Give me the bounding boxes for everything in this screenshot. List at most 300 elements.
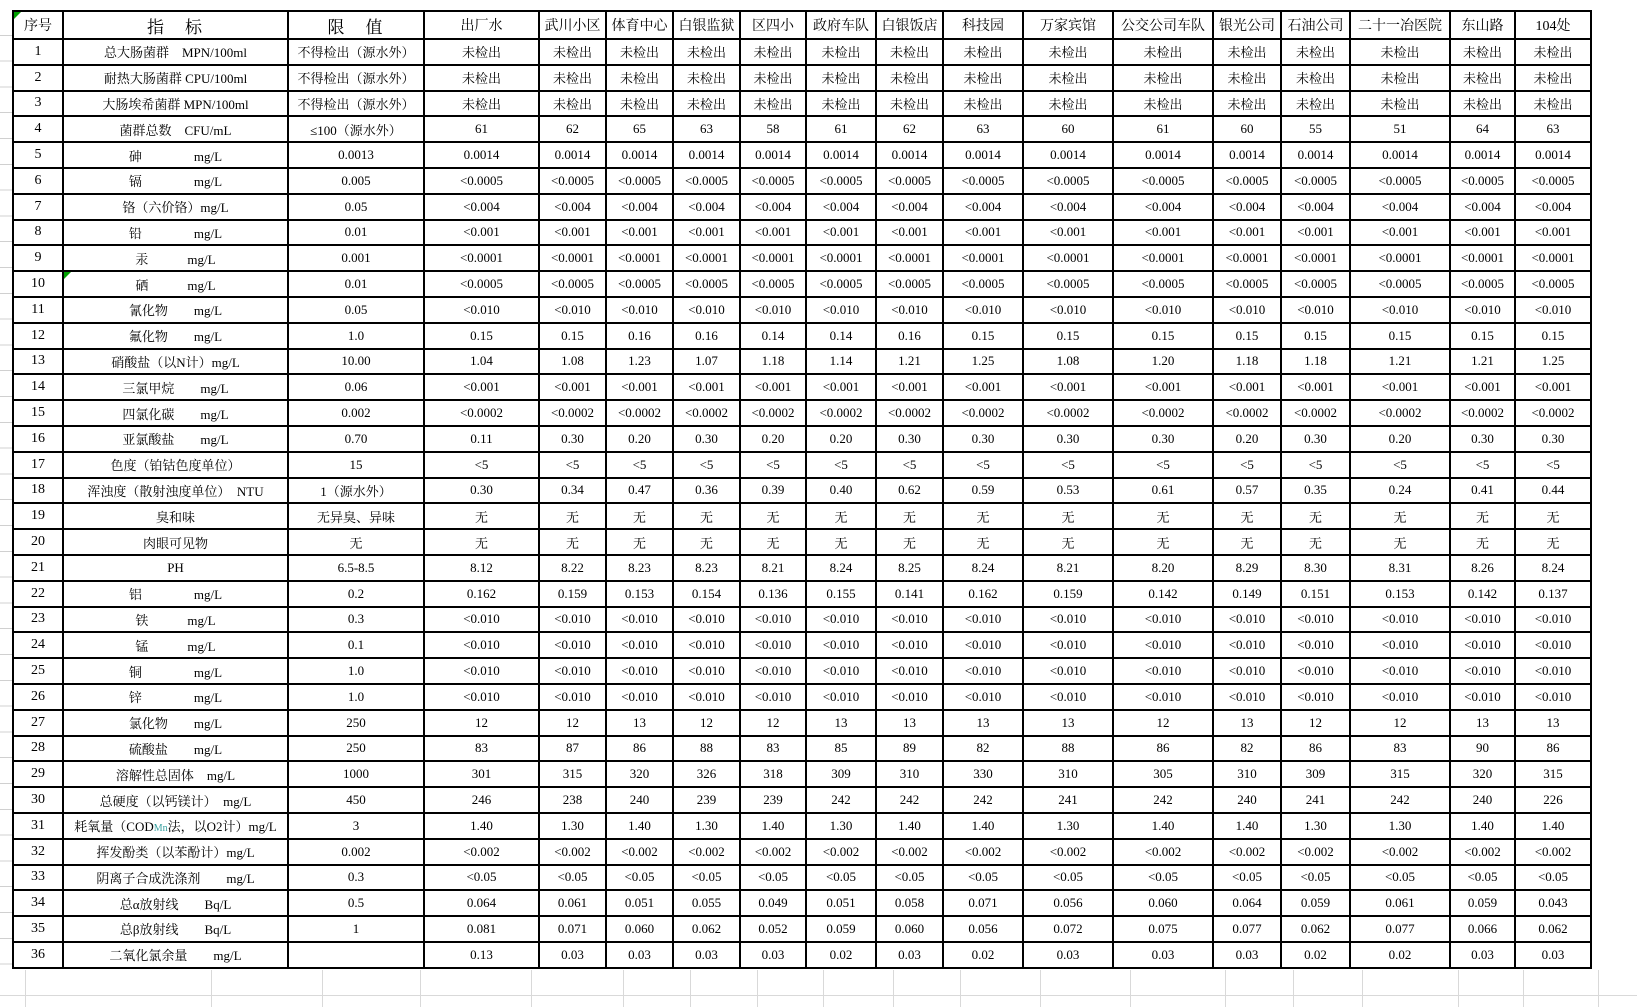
value-cell[interactable]: 0.62 <box>876 478 943 504</box>
column-header-16[interactable]: 东山路 <box>1450 11 1515 39</box>
value-cell[interactable]: 未检出 <box>943 65 1023 91</box>
value-cell[interactable]: 0.59 <box>943 478 1023 504</box>
value-cell[interactable]: 0.0014 <box>1113 142 1213 168</box>
value-cell[interactable]: <5 <box>606 452 673 478</box>
value-cell[interactable]: <0.010 <box>943 607 1023 633</box>
value-cell[interactable]: 0.03 <box>1113 942 1213 968</box>
indicator-cell[interactable]: 四氯化碳 mg/L <box>63 400 288 426</box>
value-cell[interactable]: 0.059 <box>1450 890 1515 916</box>
indicator-cell[interactable]: 硝酸盐（以N计）mg/L <box>63 349 288 375</box>
row-number-cell[interactable]: 35 <box>13 916 63 942</box>
value-cell[interactable]: 318 <box>740 761 806 787</box>
value-cell[interactable]: <0.0001 <box>1023 245 1113 271</box>
value-cell[interactable]: <0.001 <box>1113 220 1213 246</box>
value-cell[interactable]: <0.001 <box>673 220 740 246</box>
value-cell[interactable]: 无 <box>1450 529 1515 555</box>
value-cell[interactable]: <0.001 <box>943 374 1023 400</box>
value-cell[interactable]: 90 <box>1450 736 1515 762</box>
row-number-cell[interactable]: 14 <box>13 374 63 400</box>
value-cell[interactable]: 0.075 <box>1113 916 1213 942</box>
value-cell[interactable]: <0.010 <box>424 684 539 710</box>
value-cell[interactable]: 8.24 <box>1515 555 1591 581</box>
value-cell[interactable]: <0.010 <box>740 684 806 710</box>
row-number-cell[interactable]: 13 <box>13 349 63 375</box>
value-cell[interactable]: 0.15 <box>1213 323 1281 349</box>
value-cell[interactable]: 未检出 <box>876 39 943 65</box>
value-cell[interactable]: <0.0005 <box>1450 271 1515 297</box>
value-cell[interactable]: 0.159 <box>1023 581 1113 607</box>
value-cell[interactable]: 0.03 <box>1023 942 1113 968</box>
value-cell[interactable]: <0.001 <box>606 374 673 400</box>
value-cell[interactable]: <0.010 <box>1213 632 1281 658</box>
value-cell[interactable]: 242 <box>943 787 1023 813</box>
value-cell[interactable]: <0.010 <box>943 297 1023 323</box>
indicator-cell[interactable]: 砷 mg/L <box>63 142 288 168</box>
value-cell[interactable]: 未检出 <box>606 91 673 117</box>
value-cell[interactable]: 0.15 <box>539 323 606 349</box>
value-cell[interactable]: <0.0001 <box>740 245 806 271</box>
value-cell[interactable]: <5 <box>806 452 876 478</box>
value-cell[interactable]: 0.20 <box>740 426 806 452</box>
value-cell[interactable]: 83 <box>740 736 806 762</box>
value-cell[interactable]: 未检出 <box>943 39 1023 65</box>
value-cell[interactable]: 未检出 <box>1023 65 1113 91</box>
value-cell[interactable]: <0.010 <box>606 684 673 710</box>
value-cell[interactable]: <0.010 <box>539 297 606 323</box>
value-cell[interactable]: <0.010 <box>876 684 943 710</box>
value-cell[interactable]: <0.0005 <box>673 168 740 194</box>
value-cell[interactable]: <0.0005 <box>806 168 876 194</box>
value-cell[interactable]: 无 <box>876 529 943 555</box>
row-number-cell[interactable]: 24 <box>13 632 63 658</box>
column-header-5[interactable]: 体育中心 <box>606 11 673 39</box>
value-cell[interactable]: 0.39 <box>740 478 806 504</box>
value-cell[interactable]: 0.03 <box>539 942 606 968</box>
limit-cell[interactable]: 0.3 <box>288 865 424 891</box>
row-number-cell[interactable]: 12 <box>13 323 63 349</box>
value-cell[interactable]: <0.001 <box>606 220 673 246</box>
value-cell[interactable]: 0.47 <box>606 478 673 504</box>
value-cell[interactable]: 未检出 <box>1515 39 1591 65</box>
value-cell[interactable]: 未检出 <box>424 91 539 117</box>
value-cell[interactable]: <0.004 <box>1113 194 1213 220</box>
value-cell[interactable]: <0.001 <box>539 220 606 246</box>
column-header-15[interactable]: 二十一冶医院 <box>1350 11 1450 39</box>
value-cell[interactable]: <0.010 <box>876 658 943 684</box>
value-cell[interactable]: 310 <box>1213 761 1281 787</box>
value-cell[interactable]: <0.010 <box>673 632 740 658</box>
value-cell[interactable]: 305 <box>1113 761 1213 787</box>
row-number-cell[interactable]: 21 <box>13 555 63 581</box>
value-cell[interactable]: 0.056 <box>1023 890 1113 916</box>
value-cell[interactable]: <5 <box>1281 452 1350 478</box>
column-header-0[interactable]: 序号 <box>13 11 63 39</box>
value-cell[interactable]: 无 <box>1113 503 1213 529</box>
value-cell[interactable]: 310 <box>876 761 943 787</box>
value-cell[interactable]: 0.0014 <box>876 142 943 168</box>
value-cell[interactable]: 12 <box>1350 710 1450 736</box>
value-cell[interactable]: <0.002 <box>1281 839 1350 865</box>
value-cell[interactable]: 1.40 <box>1213 813 1281 839</box>
value-cell[interactable]: <0.0002 <box>606 400 673 426</box>
value-cell[interactable]: 8.24 <box>943 555 1023 581</box>
value-cell[interactable]: <0.0001 <box>943 245 1023 271</box>
value-cell[interactable]: <0.010 <box>1023 658 1113 684</box>
value-cell[interactable]: 0.055 <box>673 890 740 916</box>
value-cell[interactable]: 89 <box>876 736 943 762</box>
value-cell[interactable]: <0.010 <box>1450 632 1515 658</box>
value-cell[interactable]: <0.0005 <box>943 168 1023 194</box>
value-cell[interactable]: 1.40 <box>943 813 1023 839</box>
value-cell[interactable]: <0.010 <box>1113 297 1213 323</box>
value-cell[interactable]: <0.001 <box>1113 374 1213 400</box>
value-cell[interactable]: <0.004 <box>740 194 806 220</box>
value-cell[interactable]: <0.010 <box>1113 658 1213 684</box>
value-cell[interactable]: <0.002 <box>1350 839 1450 865</box>
value-cell[interactable]: 0.142 <box>1113 581 1213 607</box>
limit-cell[interactable]: 无异臭、异味 <box>288 503 424 529</box>
value-cell[interactable]: 0.30 <box>539 426 606 452</box>
value-cell[interactable]: <0.004 <box>673 194 740 220</box>
value-cell[interactable]: <0.05 <box>1450 865 1515 891</box>
value-cell[interactable]: 0.15 <box>1350 323 1450 349</box>
value-cell[interactable]: 0.062 <box>673 916 740 942</box>
value-cell[interactable]: 86 <box>1515 736 1591 762</box>
value-cell[interactable]: <0.0002 <box>943 400 1023 426</box>
column-header-2[interactable]: 限 值 <box>288 11 424 39</box>
value-cell[interactable]: 0.0014 <box>424 142 539 168</box>
value-cell[interactable]: 62 <box>539 116 606 142</box>
value-cell[interactable]: 无 <box>539 503 606 529</box>
value-cell[interactable]: 未检出 <box>539 91 606 117</box>
value-cell[interactable]: <0.010 <box>1281 607 1350 633</box>
value-cell[interactable]: 0.154 <box>673 581 740 607</box>
value-cell[interactable]: 0.0014 <box>1515 142 1591 168</box>
row-number-cell[interactable]: 9 <box>13 245 63 271</box>
value-cell[interactable]: 0.071 <box>943 890 1023 916</box>
value-cell[interactable]: <0.0005 <box>1113 271 1213 297</box>
value-cell[interactable]: <0.0001 <box>424 245 539 271</box>
value-cell[interactable]: <0.010 <box>740 658 806 684</box>
limit-cell[interactable]: 0.005 <box>288 168 424 194</box>
value-cell[interactable]: <0.002 <box>1023 839 1113 865</box>
value-cell[interactable]: 1.20 <box>1113 349 1213 375</box>
indicator-cell[interactable]: 锰 mg/L <box>63 632 288 658</box>
value-cell[interactable]: 1.21 <box>1450 349 1515 375</box>
value-cell[interactable]: <0.004 <box>539 194 606 220</box>
value-cell[interactable]: <0.0002 <box>740 400 806 426</box>
value-cell[interactable]: <0.0002 <box>673 400 740 426</box>
value-cell[interactable]: 1.04 <box>424 349 539 375</box>
value-cell[interactable]: 58 <box>740 116 806 142</box>
indicator-cell[interactable]: 总硬度（以钙镁计） mg/L <box>63 787 288 813</box>
value-cell[interactable]: 0.16 <box>606 323 673 349</box>
value-cell[interactable]: 8.12 <box>424 555 539 581</box>
value-cell[interactable]: <0.010 <box>1113 607 1213 633</box>
value-cell[interactable]: 无 <box>539 529 606 555</box>
value-cell[interactable]: 0.052 <box>740 916 806 942</box>
value-cell[interactable]: <0.0005 <box>1023 271 1113 297</box>
row-number-cell[interactable]: 4 <box>13 116 63 142</box>
row-number-cell[interactable]: 15 <box>13 400 63 426</box>
value-cell[interactable]: <0.010 <box>943 684 1023 710</box>
value-cell[interactable]: 241 <box>1281 787 1350 813</box>
row-number-cell[interactable]: 30 <box>13 787 63 813</box>
value-cell[interactable]: 0.064 <box>1213 890 1281 916</box>
value-cell[interactable]: 未检出 <box>673 65 740 91</box>
value-cell[interactable]: 0.162 <box>943 581 1023 607</box>
value-cell[interactable]: 未检出 <box>806 91 876 117</box>
value-cell[interactable]: 12 <box>539 710 606 736</box>
value-cell[interactable]: 0.15 <box>943 323 1023 349</box>
value-cell[interactable]: <0.0001 <box>1213 245 1281 271</box>
limit-cell[interactable]: 0.002 <box>288 400 424 426</box>
value-cell[interactable]: <0.010 <box>424 297 539 323</box>
value-cell[interactable]: 12 <box>673 710 740 736</box>
value-cell[interactable]: <0.0002 <box>1515 400 1591 426</box>
indicator-cell[interactable]: 汞 mg/L <box>63 245 288 271</box>
value-cell[interactable]: 13 <box>606 710 673 736</box>
value-cell[interactable]: 0.13 <box>424 942 539 968</box>
value-cell[interactable]: 0.02 <box>806 942 876 968</box>
limit-cell[interactable]: 0.1 <box>288 632 424 658</box>
value-cell[interactable]: <0.004 <box>424 194 539 220</box>
value-cell[interactable]: 0.155 <box>806 581 876 607</box>
value-cell[interactable]: 无 <box>1281 529 1350 555</box>
value-cell[interactable]: 未检出 <box>1450 39 1515 65</box>
value-cell[interactable]: 13 <box>806 710 876 736</box>
value-cell[interactable]: <0.010 <box>943 632 1023 658</box>
limit-cell[interactable]: 0.70 <box>288 426 424 452</box>
value-cell[interactable]: 12 <box>1113 710 1213 736</box>
value-cell[interactable]: <0.0001 <box>806 245 876 271</box>
value-cell[interactable]: 0.159 <box>539 581 606 607</box>
value-cell[interactable]: <0.05 <box>673 865 740 891</box>
value-cell[interactable]: <0.010 <box>1113 684 1213 710</box>
value-cell[interactable]: 1.40 <box>1515 813 1591 839</box>
value-cell[interactable]: <0.002 <box>1515 839 1591 865</box>
value-cell[interactable]: 未检出 <box>424 65 539 91</box>
indicator-cell[interactable]: 硫酸盐 mg/L <box>63 736 288 762</box>
value-cell[interactable]: 未检出 <box>424 39 539 65</box>
value-cell[interactable]: <0.0005 <box>539 168 606 194</box>
value-cell[interactable]: <5 <box>539 452 606 478</box>
value-cell[interactable]: <0.001 <box>1450 220 1515 246</box>
value-cell[interactable]: 13 <box>1450 710 1515 736</box>
limit-cell[interactable]: 1.0 <box>288 323 424 349</box>
limit-cell[interactable]: 0.01 <box>288 220 424 246</box>
row-number-cell[interactable]: 29 <box>13 761 63 787</box>
value-cell[interactable]: 0.059 <box>806 916 876 942</box>
value-cell[interactable]: 62 <box>876 116 943 142</box>
value-cell[interactable]: 1.08 <box>1023 349 1113 375</box>
value-cell[interactable]: <0.0002 <box>1023 400 1113 426</box>
value-cell[interactable]: 8.21 <box>1023 555 1113 581</box>
value-cell[interactable]: <5 <box>1350 452 1450 478</box>
value-cell[interactable]: 0.051 <box>806 890 876 916</box>
value-cell[interactable]: 未检出 <box>539 65 606 91</box>
value-cell[interactable]: 无 <box>1515 529 1591 555</box>
value-cell[interactable]: 0.03 <box>673 942 740 968</box>
value-cell[interactable]: <0.001 <box>943 220 1023 246</box>
value-cell[interactable]: 51 <box>1350 116 1450 142</box>
value-cell[interactable]: 0.20 <box>1213 426 1281 452</box>
row-number-cell[interactable]: 20 <box>13 529 63 555</box>
value-cell[interactable]: 未检出 <box>740 65 806 91</box>
value-cell[interactable]: <0.001 <box>740 220 806 246</box>
value-cell[interactable]: <0.002 <box>539 839 606 865</box>
value-cell[interactable]: <0.001 <box>424 220 539 246</box>
value-cell[interactable]: 0.0014 <box>1213 142 1281 168</box>
value-cell[interactable]: 0.20 <box>1350 426 1450 452</box>
value-cell[interactable]: 65 <box>606 116 673 142</box>
indicator-cell[interactable]: 耐热大肠菌群 CPU/100ml <box>63 65 288 91</box>
value-cell[interactable]: 240 <box>606 787 673 813</box>
value-cell[interactable]: 无 <box>1023 529 1113 555</box>
value-cell[interactable]: 0.064 <box>424 890 539 916</box>
value-cell[interactable]: <0.010 <box>1213 658 1281 684</box>
value-cell[interactable]: 无 <box>806 503 876 529</box>
limit-cell[interactable]: 1.0 <box>288 658 424 684</box>
indicator-cell[interactable]: 三氯甲烷 mg/L <box>63 374 288 400</box>
row-number-cell[interactable]: 5 <box>13 142 63 168</box>
value-cell[interactable]: <0.05 <box>1281 865 1350 891</box>
value-cell[interactable]: <0.010 <box>1213 297 1281 323</box>
value-cell[interactable]: 1.40 <box>740 813 806 839</box>
value-cell[interactable]: 0.0014 <box>1450 142 1515 168</box>
value-cell[interactable]: 未检出 <box>1350 39 1450 65</box>
value-cell[interactable]: <0.002 <box>806 839 876 865</box>
value-cell[interactable]: 12 <box>740 710 806 736</box>
column-header-10[interactable]: 科技园 <box>943 11 1023 39</box>
value-cell[interactable]: <0.05 <box>740 865 806 891</box>
value-cell[interactable]: <0.0005 <box>876 168 943 194</box>
value-cell[interactable]: <0.010 <box>806 632 876 658</box>
value-cell[interactable]: 0.15 <box>1113 323 1213 349</box>
value-cell[interactable]: 0.072 <box>1023 916 1113 942</box>
value-cell[interactable]: 63 <box>673 116 740 142</box>
value-cell[interactable]: 0.30 <box>673 426 740 452</box>
value-cell[interactable]: 12 <box>1281 710 1350 736</box>
value-cell[interactable]: <0.0005 <box>1281 271 1350 297</box>
value-cell[interactable]: 1.30 <box>1281 813 1350 839</box>
value-cell[interactable]: <0.001 <box>539 374 606 400</box>
value-cell[interactable]: <0.001 <box>1281 220 1350 246</box>
value-cell[interactable]: <0.001 <box>1515 220 1591 246</box>
indicator-cell[interactable]: 大肠埃希菌群 MPN/100ml <box>63 91 288 117</box>
value-cell[interactable]: 未检出 <box>740 39 806 65</box>
indicator-cell[interactable]: 溶解性总固体 mg/L <box>63 761 288 787</box>
value-cell[interactable]: <0.001 <box>1450 374 1515 400</box>
limit-cell[interactable] <box>288 942 424 968</box>
value-cell[interactable]: 87 <box>539 736 606 762</box>
value-cell[interactable]: 0.151 <box>1281 581 1350 607</box>
value-cell[interactable]: 1.30 <box>673 813 740 839</box>
value-cell[interactable]: <0.010 <box>673 658 740 684</box>
indicator-cell[interactable]: 总α放射线 Bq/L <box>63 890 288 916</box>
value-cell[interactable]: 未检出 <box>1515 91 1591 117</box>
value-cell[interactable]: 1.21 <box>876 349 943 375</box>
value-cell[interactable]: 0.30 <box>943 426 1023 452</box>
value-cell[interactable]: 0.11 <box>424 426 539 452</box>
value-cell[interactable]: 无 <box>424 529 539 555</box>
value-cell[interactable]: 64 <box>1450 116 1515 142</box>
value-cell[interactable]: 326 <box>673 761 740 787</box>
value-cell[interactable]: 0.071 <box>539 916 606 942</box>
indicator-cell[interactable]: 氟化物 mg/L <box>63 323 288 349</box>
value-cell[interactable]: <0.001 <box>876 220 943 246</box>
value-cell[interactable]: 未检出 <box>1113 91 1213 117</box>
value-cell[interactable]: <0.004 <box>1213 194 1281 220</box>
value-cell[interactable]: 0.056 <box>943 916 1023 942</box>
value-cell[interactable]: <0.0005 <box>1515 168 1591 194</box>
value-cell[interactable]: <0.004 <box>876 194 943 220</box>
value-cell[interactable]: 0.24 <box>1350 478 1450 504</box>
value-cell[interactable]: <5 <box>1515 452 1591 478</box>
value-cell[interactable]: 315 <box>539 761 606 787</box>
value-cell[interactable]: 无 <box>806 529 876 555</box>
value-cell[interactable]: <0.001 <box>1350 374 1450 400</box>
value-cell[interactable]: 238 <box>539 787 606 813</box>
value-cell[interactable]: 1.23 <box>606 349 673 375</box>
value-cell[interactable]: <0.004 <box>606 194 673 220</box>
limit-cell[interactable]: 0.05 <box>288 297 424 323</box>
limit-cell[interactable]: 0.0013 <box>288 142 424 168</box>
value-cell[interactable]: 无 <box>1450 503 1515 529</box>
value-cell[interactable]: 1.30 <box>1023 813 1113 839</box>
limit-cell[interactable]: 1 <box>288 916 424 942</box>
value-cell[interactable]: <0.010 <box>806 607 876 633</box>
value-cell[interactable]: 0.15 <box>424 323 539 349</box>
value-cell[interactable]: 0.02 <box>1281 942 1350 968</box>
value-cell[interactable]: <0.05 <box>539 865 606 891</box>
value-cell[interactable]: <0.05 <box>1515 865 1591 891</box>
value-cell[interactable]: 1.25 <box>1515 349 1591 375</box>
value-cell[interactable]: 0.30 <box>876 426 943 452</box>
value-cell[interactable]: 0.060 <box>1113 890 1213 916</box>
value-cell[interactable]: 无 <box>740 529 806 555</box>
value-cell[interactable]: 0.153 <box>1350 581 1450 607</box>
value-cell[interactable]: <0.010 <box>740 297 806 323</box>
value-cell[interactable]: 1.07 <box>673 349 740 375</box>
value-cell[interactable]: 0.060 <box>606 916 673 942</box>
row-number-cell[interactable]: 32 <box>13 839 63 865</box>
value-cell[interactable]: 未检出 <box>1350 65 1450 91</box>
value-cell[interactable]: 1.18 <box>740 349 806 375</box>
value-cell[interactable]: 1.40 <box>876 813 943 839</box>
value-cell[interactable]: 88 <box>673 736 740 762</box>
value-cell[interactable]: 未检出 <box>1213 91 1281 117</box>
limit-cell[interactable]: 6.5-8.5 <box>288 555 424 581</box>
value-cell[interactable]: <0.004 <box>1281 194 1350 220</box>
value-cell[interactable]: 86 <box>1281 736 1350 762</box>
value-cell[interactable]: <0.0002 <box>424 400 539 426</box>
column-header-17[interactable]: 104处 <box>1515 11 1591 39</box>
limit-cell[interactable]: 0.05 <box>288 194 424 220</box>
value-cell[interactable]: 0.0014 <box>806 142 876 168</box>
value-cell[interactable]: <0.010 <box>740 607 806 633</box>
value-cell[interactable]: <0.010 <box>1515 684 1591 710</box>
value-cell[interactable]: <0.010 <box>1450 684 1515 710</box>
column-header-11[interactable]: 万家宾馆 <box>1023 11 1113 39</box>
value-cell[interactable]: 1.25 <box>943 349 1023 375</box>
value-cell[interactable]: <0.0002 <box>1113 400 1213 426</box>
indicator-cell[interactable]: 阴离子合成洗涤剂 mg/L <box>63 865 288 891</box>
value-cell[interactable]: <0.002 <box>740 839 806 865</box>
value-cell[interactable]: <0.002 <box>1213 839 1281 865</box>
value-cell[interactable]: <0.0005 <box>1213 168 1281 194</box>
row-number-cell[interactable]: 25 <box>13 658 63 684</box>
